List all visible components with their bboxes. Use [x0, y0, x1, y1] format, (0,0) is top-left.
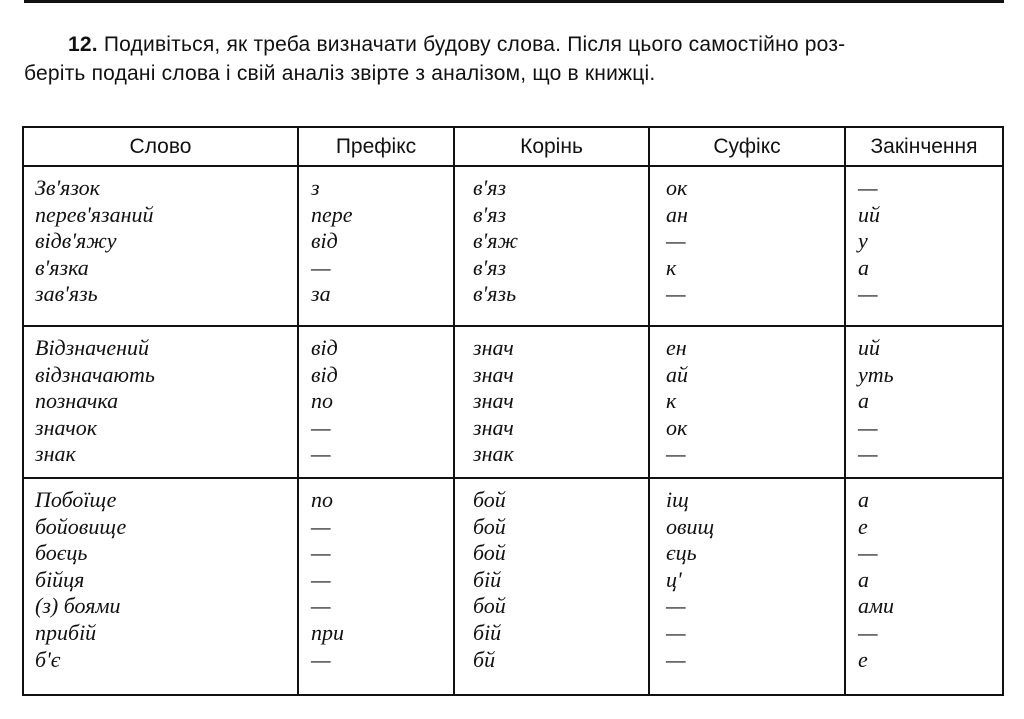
root-item: знач [473, 361, 514, 387]
root-item: в'яз [473, 175, 507, 200]
prefix-item: за [311, 281, 331, 307]
prefix-item: — [311, 593, 331, 619]
prefix-item: при [311, 619, 344, 645]
header-prefix: Префікс [298, 128, 454, 166]
root-item: бй [473, 646, 496, 672]
word-item: Відзначений [35, 335, 150, 360]
table-header-row [24, 128, 1002, 166]
header-root: Корінь [454, 128, 649, 166]
ending-item: — [858, 281, 878, 307]
ending-item: — [858, 441, 878, 467]
suffix-item: к [666, 388, 677, 414]
suffix-cell [649, 326, 845, 478]
word-item: відв'яжу [35, 228, 117, 254]
suffix-cell [649, 478, 845, 694]
word-structure-table [22, 126, 1004, 696]
suffix-item: ен [666, 335, 687, 360]
ending-item: ий [858, 335, 880, 360]
word-item: прибій [35, 619, 97, 645]
task-line-1 [24, 30, 1004, 59]
prefix-item: від [311, 361, 338, 387]
root-item: бой [473, 487, 506, 512]
word-item: перев'язаний [35, 201, 154, 227]
root-list [455, 479, 648, 673]
suffix-item: ц' [666, 566, 682, 592]
suffix-item: ок [666, 414, 688, 440]
word-item: в'язка [35, 254, 89, 280]
task-text-line-1: Подивіться, як треба визначати будову слова. Після цього самостійно роз- [103, 33, 846, 56]
root-item: в'язь [473, 281, 517, 307]
word-list [24, 327, 297, 468]
root-item: бой [473, 593, 506, 619]
root-cell [454, 166, 649, 326]
prefix-item: — [311, 414, 331, 440]
prefix-item: — [311, 566, 331, 592]
prefix-item: від [311, 228, 338, 254]
root-cell [454, 478, 649, 694]
ending-list [846, 167, 1002, 308]
ending-item: уть [858, 361, 894, 387]
word-item: знак [35, 441, 76, 467]
prefix-item: по [311, 388, 333, 414]
word-item: значок [35, 414, 97, 440]
suffix-list [650, 479, 844, 673]
word-item: Зв'язок [35, 175, 100, 200]
root-item: знач [473, 414, 514, 440]
prefix-cell [298, 166, 454, 326]
suffix-item: — [666, 619, 686, 645]
suffix-item: к [666, 254, 677, 280]
root-item: знак [473, 441, 514, 467]
root-item: в'яз [473, 201, 507, 227]
suffix-item: ок [666, 175, 688, 200]
prefix-item: — [311, 513, 331, 539]
ending-item: ий [858, 201, 880, 227]
suffix-list [650, 167, 844, 308]
table [24, 128, 1002, 694]
suffix-item: овищ [666, 513, 715, 539]
suffix-item: — [666, 281, 686, 307]
ending-item: — [858, 619, 878, 645]
ending-item: е [858, 646, 868, 672]
prefix-item: — [311, 646, 331, 672]
suffix-item: — [666, 646, 686, 672]
table-group [24, 326, 1002, 478]
prefix-item: — [311, 540, 331, 566]
ending-item: а [858, 254, 869, 280]
ending-item: е [858, 513, 868, 539]
suffix-item: — [666, 441, 686, 467]
prefix-item: від [311, 335, 338, 360]
ending-item: — [858, 414, 878, 440]
root-list [455, 167, 648, 308]
word-item: б'є [35, 646, 61, 672]
ending-item: ами [858, 593, 895, 619]
suffix-item: — [666, 228, 686, 254]
root-item: бой [473, 540, 506, 566]
root-item: бой [473, 513, 506, 539]
word-cell [24, 166, 298, 326]
ending-item: а [858, 388, 869, 414]
prefix-item: з [311, 175, 320, 200]
word-item: бойовище [35, 513, 127, 539]
word-list [24, 167, 297, 308]
word-item: бійця [35, 566, 85, 592]
word-item: позначка [35, 388, 119, 414]
task-number: 12. [68, 33, 98, 56]
prefix-cell [298, 326, 454, 478]
task-text [24, 30, 1004, 88]
word-item: боєць [35, 540, 88, 566]
ending-item: — [858, 540, 878, 566]
table-group [24, 166, 1002, 326]
root-item: знач [473, 388, 514, 414]
task-text-line-2: беріть подані слова і свій аналіз звірте з аналізом, що в книжці. [24, 62, 656, 85]
ending-item: а [858, 487, 869, 512]
ending-list [846, 327, 1002, 468]
header-ending: Закінчення [845, 128, 1002, 166]
root-list [455, 327, 648, 468]
root-item: в'яж [473, 228, 518, 254]
prefix-item: — [311, 441, 331, 467]
word-item: відзначають [35, 361, 155, 387]
prefix-item: пере [311, 201, 353, 227]
table-body [24, 166, 1002, 694]
prefix-item: — [311, 254, 331, 280]
root-cell [454, 326, 649, 478]
ending-cell [845, 478, 1002, 694]
word-item: зав'язь [35, 281, 98, 307]
prefix-item: по [311, 487, 333, 512]
table-group [24, 478, 1002, 694]
header-word: Слово [24, 128, 298, 166]
ending-item: у [858, 228, 868, 254]
top-rule [24, 0, 1004, 3]
root-item: знач [473, 335, 514, 360]
header-suffix: Суфікс [649, 128, 845, 166]
root-item: бій [473, 619, 502, 645]
suffix-item: — [666, 593, 686, 619]
prefix-list [299, 479, 453, 673]
ending-item: — [858, 175, 878, 200]
ending-item: а [858, 566, 869, 592]
word-list [24, 479, 297, 673]
suffix-cell [649, 166, 845, 326]
root-item: бій [473, 566, 502, 592]
prefix-list [299, 327, 453, 468]
ending-cell [845, 326, 1002, 478]
suffix-item: єць [666, 540, 697, 566]
suffix-item: ай [666, 361, 688, 387]
word-item: (з) боями [35, 593, 121, 619]
ending-list [846, 479, 1002, 673]
suffix-item: ан [666, 201, 688, 227]
suffix-list [650, 327, 844, 468]
suffix-item: іщ [666, 487, 689, 512]
word-item: Побоїще [35, 487, 117, 512]
root-item: в'яз [473, 254, 507, 280]
ending-cell [845, 166, 1002, 326]
word-cell [24, 326, 298, 478]
prefix-cell [298, 478, 454, 694]
word-cell [24, 478, 298, 694]
prefix-list [299, 167, 453, 308]
